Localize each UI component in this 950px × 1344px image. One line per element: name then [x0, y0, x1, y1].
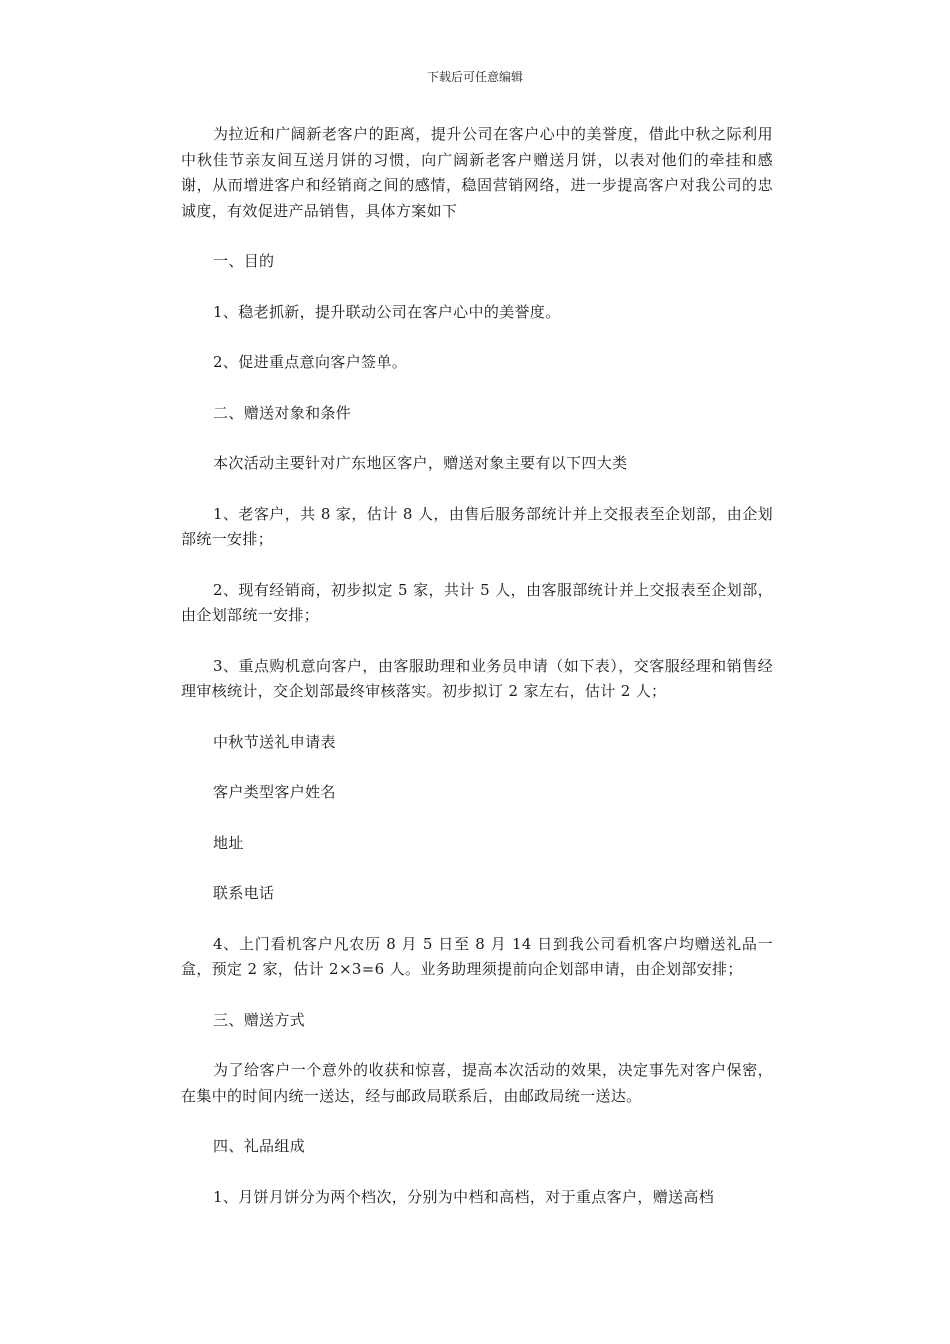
header-note: 下载后可任意编辑 — [426, 70, 523, 84]
document-body — [181, 122, 773, 1235]
paragraph: 本次活动主要针对广东地区客户，赠送对象主要有以下四大类 — [213, 454, 628, 472]
form-field-label: 客户类型客户姓名 — [213, 783, 336, 801]
section-heading-gifts: 四、礼品组成 — [213, 1137, 306, 1155]
list-item: 2、现有经销商，初步拟定 5 家，共计 5 人，由客服部统计并上交报表至企划部，由企划部统一安排； — [181, 580, 773, 624]
intro-paragraph: 为拉近和广阔新老客户的距离，提升公司在客户心中的美誉度，借此中秋之际利用中秋佳节亲友间互送月饼的习惯，向广阔新老客户赠送月饼，以表对他们的牵挂和感谢，从而增进客户和经销商之间的感情，稳固营销网络，进一步提高客户对我公司的忠诚度，有效促进产品销售，具体方案如下 — [181, 125, 773, 220]
list-item: 3、重点购机意向客户，由客服助理和业务员申请（如下表），交客服经理和销售经理审核统计，交企划部最终审核落实。初步拟订 2 家左右，估计 2 人； — [181, 656, 773, 700]
section-heading-delivery: 三、赠送方式 — [213, 1010, 306, 1029]
list-item: 4、上门看机客户凡农历 8 月 5 日至 8 月 14 日到我公司看机客户均赠送礼品一盒，预定 2 家，估计 2×3=6 人。业务助理须提前向企划部申请，由企划部安排； — [181, 934, 773, 978]
list-item: 1、稳老抓新，提升联动公司在客户心中的美誉度。 — [213, 302, 561, 321]
form-title: 中秋节送礼申请表 — [213, 732, 336, 751]
list-item: 2、促进重点意向客户签单。 — [213, 353, 408, 371]
section-heading-recipients: 二、赠送对象和条件 — [213, 403, 352, 422]
list-item: 1、月饼月饼分为两个档次，分别为中档和高档，对于重点客户，赠送高档 — [213, 1187, 715, 1206]
section-heading-purpose: 一、目的 — [213, 252, 275, 270]
form-field-label: 地址 — [213, 833, 244, 852]
form-field-label: 联系电话 — [213, 884, 275, 902]
list-item: 1、老客户，共 8 家，估计 8 人，由售后服务部统计并上交报表至企划部，由企划部统一安排； — [181, 504, 773, 548]
paragraph: 为了给客户一个意外的收获和惊喜，提高本次活动的效果，决定事先对客户保密，在集中的时间内统一送达，经与邮政局联系后，由邮政局统一送达。 — [181, 1061, 773, 1105]
